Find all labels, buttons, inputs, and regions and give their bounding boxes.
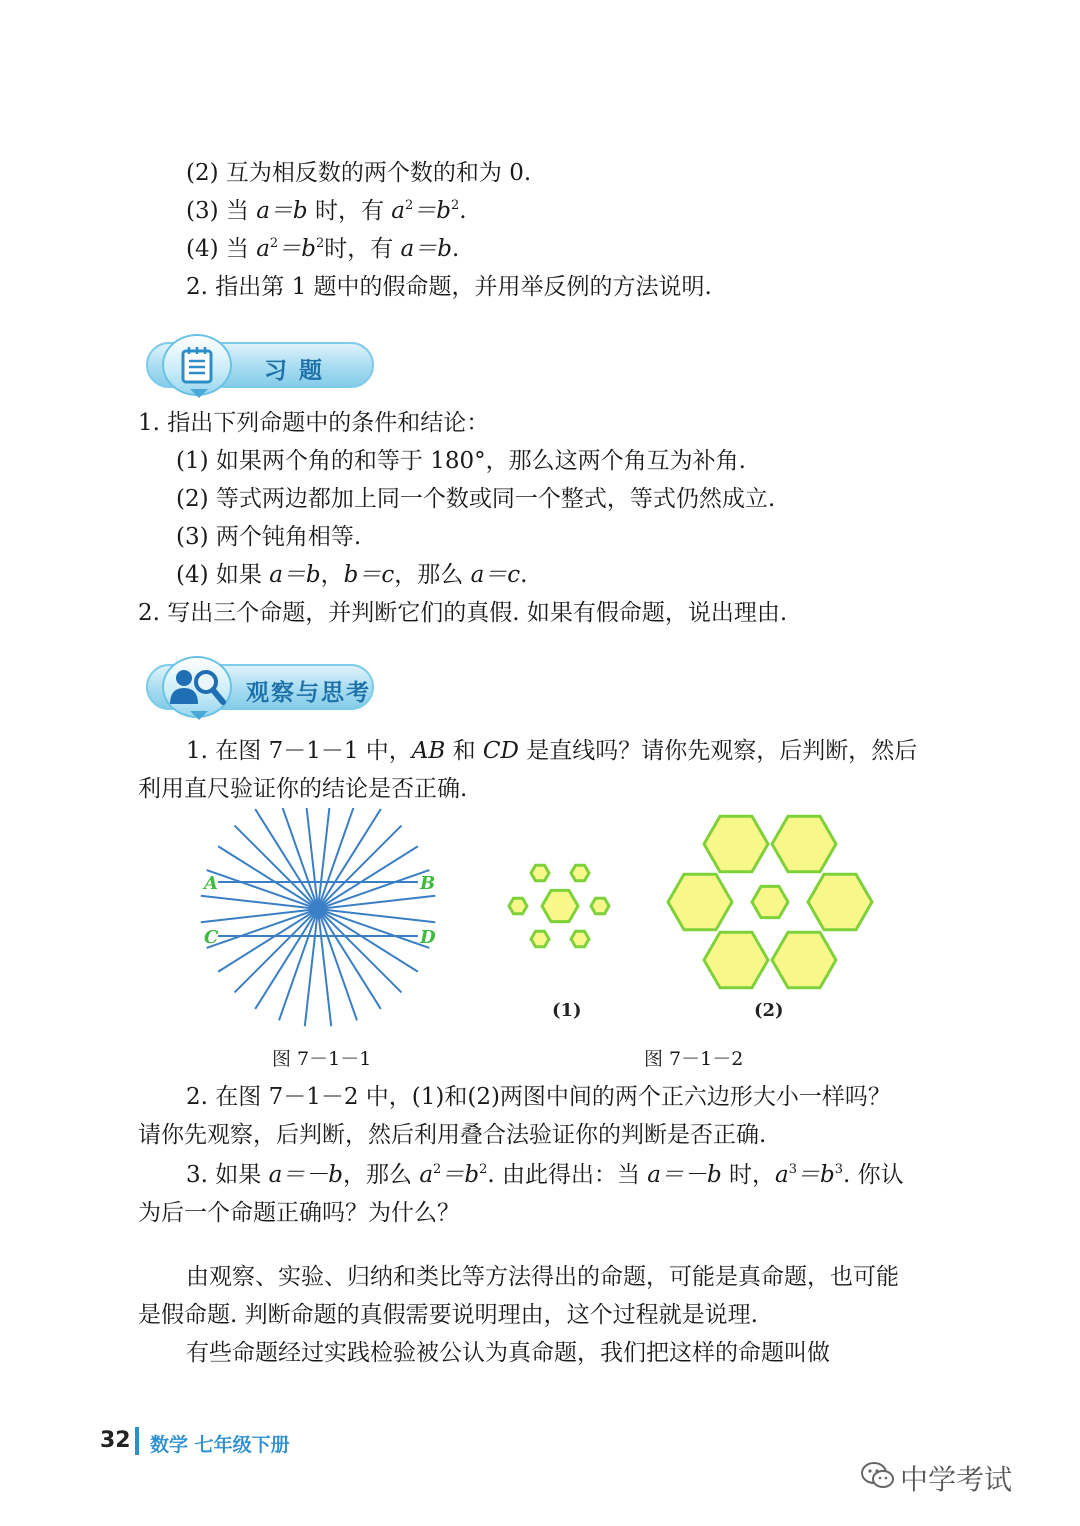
label-d: D [420,927,436,948]
fig2-2-outer-hexagon [772,932,836,987]
figure-7-1-1 [196,808,446,1030]
fig2-2-outer-hexagon [668,874,732,929]
label-a: A [204,873,218,894]
observe-p1-line1: 1. 在图 7－1－1 中，AB 和 CD 是直线吗？请你先观察，后判断，然后 [186,738,918,764]
page-number: 32 [100,1428,131,1453]
watermark-text: 中学考试 [900,1463,1013,1496]
fig2-2-outer-hexagon [704,816,768,871]
item-4: (4) 当 $a^2=b^2$时，有 a＝b. [186,236,460,262]
figure-7-1-2-caption: 图 7－1－2 [644,1048,744,1070]
notepad-icon [180,346,214,384]
fig2-1-outer-hexagon [509,898,527,914]
body-para1-line1: 由观察、实验、归纳和类比等方法得出的命题，可能是真命题，也可能 [186,1264,899,1290]
fig2-1-outer-hexagon [531,931,549,947]
book-title: 数学 七年级下册 [150,1434,290,1456]
observe-banner-label: 观察与思考 [246,680,371,706]
fig2-1-outer-hexagon [591,898,609,914]
fig2-1-outer-hexagon [571,931,589,947]
fig2-sub2: (2) [754,1000,784,1021]
wechat-icon [860,1460,896,1492]
item-3: (3) 当 a＝b 时，有 $a^2=b^2$. [186,198,467,224]
exercise-q1-2: (2) 等式两边都加上同一个数或同一个整式，等式仍然成立. [176,486,776,512]
fig2-2-center-hexagon [752,886,788,917]
observe-p3-line2: 为后一个命题正确吗？为什么？ [138,1200,460,1226]
fig2-1-outer-hexagon [571,865,589,881]
label-c: C [204,927,219,948]
fig2-2-outer-hexagon [704,932,768,987]
observe-banner [136,656,376,718]
body-para1-line2: 是假命题. 判断命题的真假需要说明理由，这个过程就是说理. [138,1302,758,1328]
figure-7-1-2 [500,810,890,1030]
observe-p3-line1: 3. 如果 a＝－b，那么 $a^2=b^2$. 由此得出：当 a＝－b 时，$a^3=b^3$. 你认 [186,1162,904,1188]
exercise-q1-4: (4) 如果 a＝b，b＝c，那么 a＝c. [176,562,528,588]
observe-p2-line1: 2. 在图 7－1－2 中，(1)和(2)两图中间的两个正六边形大小一样吗？ [186,1084,891,1110]
footer-divider [135,1427,139,1455]
item-2: (2) 互为相反数的两个数的和为 0. [186,160,532,186]
exercise-q1-3: (3) 两个钝角相等. [176,524,362,550]
people-magnifier-icon [168,666,228,708]
exercise-q1: 1. 指出下列命题中的条件和结论： [138,410,490,436]
fig2-2-outer-hexagon [808,874,872,929]
body-para2-line1: 有些命题经过实践检验被公认为真命题，我们把这样的命题叫做 [186,1340,830,1366]
exercise-banner-label: 习 题 [264,358,325,384]
exercise-banner [136,334,376,396]
exercise-q1-1: (1) 如果两个角的和等于 180°，那么这两个角互为补角. [176,448,746,474]
fig2-2-outer-hexagon [772,816,836,871]
label-b: B [420,873,436,894]
fig2-1-outer-hexagon [531,865,549,881]
fig2-1-center-hexagon [542,890,578,921]
observe-p1-line2: 利用直尺验证你的结论是否正确. [138,776,468,802]
fig2-sub1: (1) [552,1000,582,1021]
observe-p2-line2: 请你先观察，后判断，然后利用叠合法验证你的判断是否正确. [138,1122,767,1148]
exercise-q2: 2. 写出三个命题，并判断它们的真假. 如果有假命题，说出理由. [138,600,788,626]
figure-7-1-1-caption: 图 7－1－1 [272,1048,372,1070]
question-2: 2. 指出第 1 题中的假命题，并用举反例的方法说明. [186,274,712,300]
